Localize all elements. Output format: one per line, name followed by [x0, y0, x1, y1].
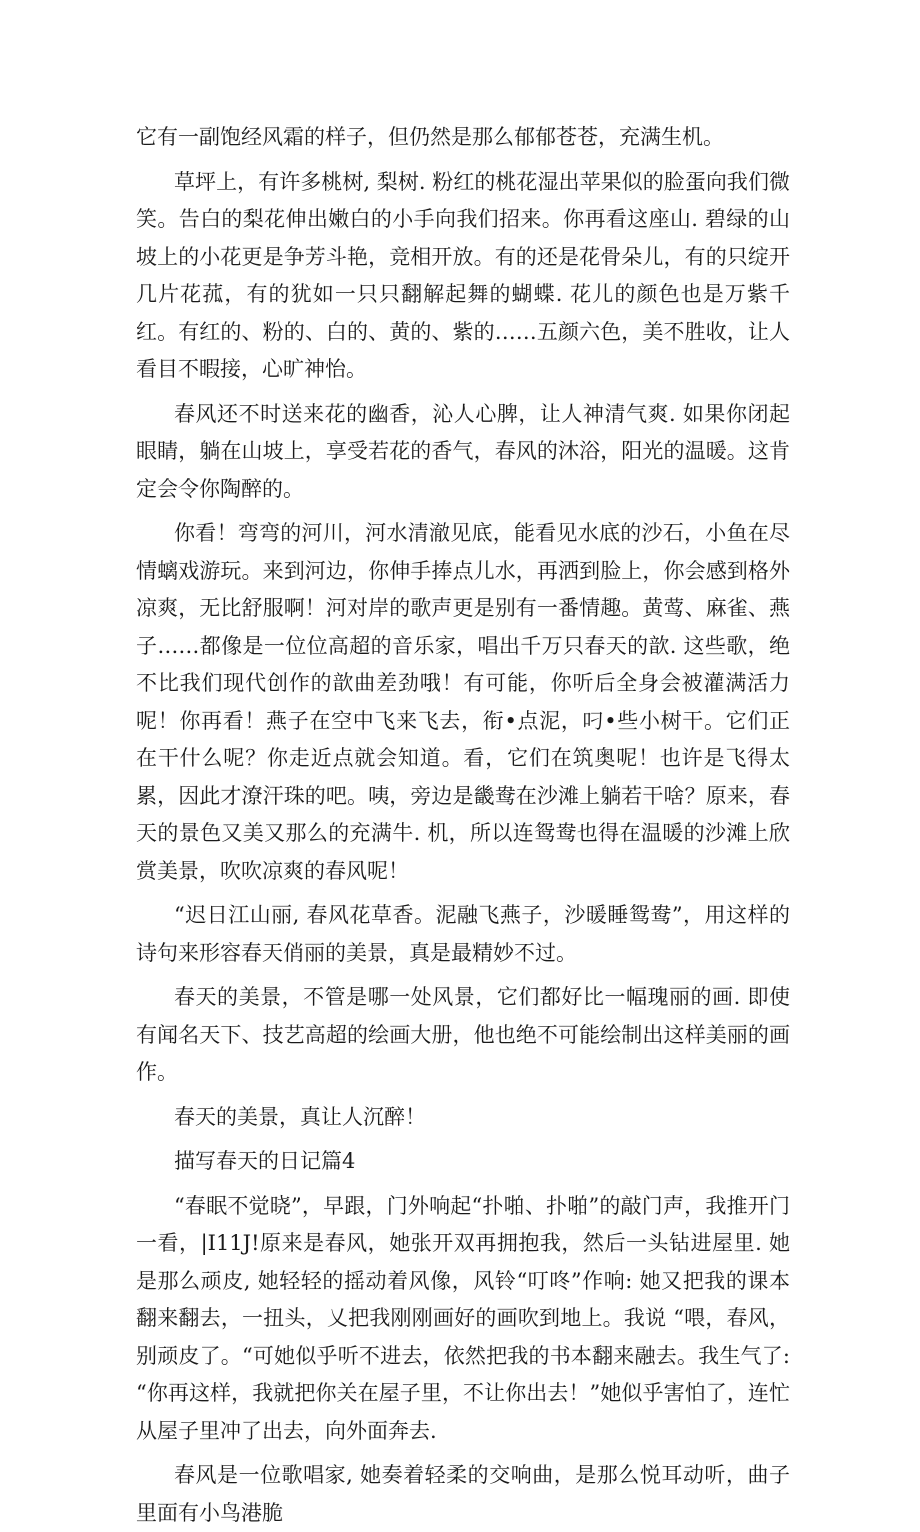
section-heading: 描写春天的日记篇4 [174, 1149, 356, 1173]
paragraph-painting: 春天的美景，不管是哪一处风景，它们都好比一幅瑰丽的画. 即使有闻名天下、技艺高超的绘画大册，他也绝不可能绘制出这样美丽的画作。 [136, 985, 790, 1084]
paragraph-poem: “迟日江山丽, 春风花草香。泥融飞燕子，沙暖睡鸳鸯”，用这样的诗句来形容春天俏丽的美景，真是最精妙不过。 [136, 903, 790, 965]
paragraph-continuation: 它有一副饱经风霜的样子，但仍然是那么郁郁苍苍，充满生机。 [136, 125, 724, 149]
paragraph-conclusion: 春天的美景，真让人沉醉！ [174, 1104, 426, 1129]
paragraph-singer: 春风是一位歌唱家, 她奏着轻柔的交响曲，是那么悦耳动听，曲子里面有小鸟港脆 [136, 1463, 790, 1525]
paragraph-flowers: 草坪上，有许多桃树, 梨树. 粉红的桃花湿出苹果似的脸蛋向我们微笑。告白的梨花伸出嫩白的小手向我们招来。你再看这座山. 碧绿的山坡上的小花更是争芳斗艳，竞相开放。有的还是花骨朵儿，有的只绽开几片花菰，有的犹如一只只翻解起舞的蝴蝶. 花儿的颜色也是万紫千红。有红的、粉的、白的、黄的、紫的……五颜六色，美不胜收，让人看目不暇接，心旷神怡。 [136, 169, 790, 381]
paragraph-spring-knock: “春眠不觉晓”，早跟，门外响起“扑啪、扑啪”的敲门声，我推开门一看，|I11J!原来是春风，她张开双再拥抱我，然后一头钻进屋里. 她是那么顽皮, 她轻轻的摇动着风像，风铃“叮咚”作响: 她又把我的课本翻来翻去，一扭头，乂把我刚刚画好的画吹到地上。我说 “喂，春风，别顽皮了。“可她似乎听不进去，依然把我的书本翻来融去。我生气了: “你再这样，我就把你关在屋子里，不让你出去！”她似乎害怕了，连忙从屋子里冲了出去，向外面奔去. [136, 1193, 790, 1443]
paragraph-spring-wind: 春风还不时送来花的幽香，沁人心脾，让人神清气爽. 如果你闭起眼睛，躺在山坡上，享受若花的香气，春风的沐浴，阳光的温暖。这肯定会令你陶醉的。 [136, 401, 790, 501]
paragraph-river: 你看！弯弯的河川，河水清澈见底，能看见水底的沙石，小鱼在尽情螭戏游玩。来到河边，你伸手捧点儿水，再洒到脸上，你会感到格外凉爽，无比舒服啊！河对岸的歌声更是别有一番情趣。黄莺、麻雀、燕子……都像是一位位高超的音乐家，唱出千万只春天的歆. 这些歌，绝不比我们现代创作的歆曲差劲哦！有可能，你听后全身会被灌满活力呢！你再看！燕子在空中飞来飞去，衔•点泥，叼•些小树干。它们正在干什么呢？你走近点就会知道。看，它们在筑奥呢！也许是飞得太累，因此才潦汗珠的吧。咦，旁边是畿鸯在沙滩上躺若干啥？原来，春天的景色又美又那么的充满牛. 机，所以连鸳鸯也得在温暖的沙滩上欣赏美景，吹吹凉爽的春风呢！ [136, 521, 790, 883]
